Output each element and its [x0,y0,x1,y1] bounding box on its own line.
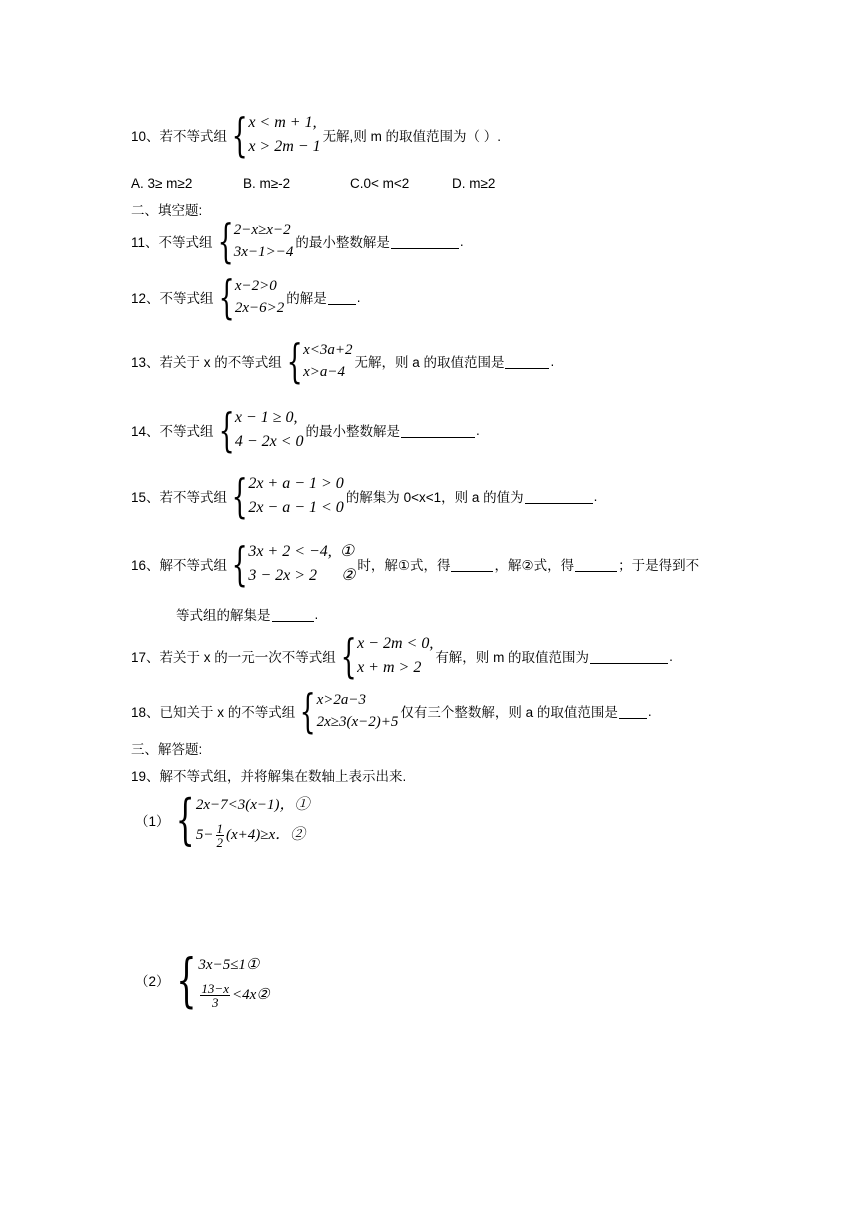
system-line-2: 2x − a − 1 < 0 [248,499,344,516]
q17-prefix: 17、若关于 x 的一元一次不等式组 [131,650,336,665]
q12-tail: 的解是 [286,291,327,306]
system-line-2 [196,820,310,850]
q14-tail: 的最小整数解是 [305,424,401,439]
answer-blank[interactable] [505,354,549,369]
fraction [200,982,230,1009]
brace-icon: { [299,684,316,738]
inequality-system [172,946,270,1014]
option-c: C.0< m<2 [350,176,410,191]
brace-icon: { [231,537,248,591]
system-line-2: 2x≥3(x−2)+5 [316,714,399,730]
system-line-1: 2x−7<3(x−1)，① [195,797,310,813]
period: . [669,648,673,664]
answer-blank-2[interactable] [575,557,617,572]
fraction-numerator: 1 [216,820,223,836]
answer-blank[interactable] [590,649,668,664]
q12-prefix: 12、不等式组 [131,291,214,306]
inequality-system [216,270,285,324]
section-heading-3: 三、解答题: [131,742,203,757]
system-line-1: 3x + 2 < −4, ① [248,543,355,560]
q15-tail: 的解集为 0<x<1，则 a 的值为 [345,490,524,505]
inequality-system [172,790,310,850]
system-line-1: x>2a−3 [316,692,366,708]
system-line-1: x − 2m < 0, [357,635,434,652]
q13-prefix: 13、若关于 x 的不等式组 [131,355,282,370]
system-line-2 [198,980,269,1010]
q10-options [131,176,495,191]
inequality-system [229,469,344,523]
question-17 [131,629,673,683]
system-line-1: x−2>0 [234,278,277,294]
brace-icon: { [217,214,234,268]
question-14 [131,403,480,457]
option-b: B. m≥-2 [243,176,291,191]
line-2-start: 5− [195,827,214,843]
q17-tail: 有解，则 m 的取值范围为 [435,650,590,665]
period: . [356,289,361,305]
option-d: D. m≥2 [452,176,496,191]
answer-blank[interactable] [328,290,356,305]
period: . [314,606,319,622]
period: . [476,422,480,438]
inequality-system [338,629,434,683]
fraction-denominator: 3 [211,994,219,1010]
system-line-2: 3 − 2x > 2 ② [248,567,356,584]
fraction-denominator: 2 [216,834,223,850]
q16-line2-text: 等式组的解集是 [176,608,271,623]
system-line-1: x < m + 1, [248,114,317,131]
brace-icon: { [286,334,303,388]
system-line-1: 2x + a − 1 > 0 [248,475,344,492]
period: . [459,233,464,249]
line-2-end: (x+4)≥x．② [226,827,306,843]
q16-text-1: 时，解①式，得 [357,558,451,573]
question-16 [131,537,700,591]
answer-blank[interactable] [619,704,647,719]
answer-blank-1[interactable] [451,557,493,572]
system-line-2: 3x−1>−4 [233,244,294,260]
brace-icon: { [231,469,248,523]
line-2-end: <4x② [231,987,270,1003]
q18-prefix: 18、已知关于 x 的不等式组 [131,705,296,720]
system-line-2: x>a−4 [303,364,345,380]
q10-tail: 无解,则 m 的取值范围为（ ）. [322,129,502,144]
question-19-title: 19、解不等式组，并将解集在数轴上表示出来. [131,769,407,784]
section-heading-2: 二、填空题: [131,203,203,218]
fraction-numerator: 13−x [201,980,229,996]
period: . [647,703,652,719]
inequality-system [215,214,294,268]
option-a: A. 3≥ m≥2 [131,176,193,191]
inequality-system [229,537,356,591]
answer-blank[interactable] [391,234,459,249]
question-15 [131,469,598,523]
q16-text-2: ，解②式，得 [494,558,575,573]
brace-icon: { [218,270,235,324]
q11-prefix: 11、不等式组 [131,235,213,250]
q16-prefix: 16、解不等式组 [131,558,228,573]
part-1-label: （1） [135,814,170,829]
question-10 [131,108,502,162]
answer-blank-3[interactable] [272,607,314,622]
fraction [216,822,225,849]
system-line-1: x − 1 ≥ 0, [234,409,298,426]
system-line-2: x > 2m − 1 [248,138,321,155]
q11-tail: 的最小整数解是 [295,235,390,250]
period: . [550,353,555,369]
question-16-line-2 [176,604,318,624]
brace-icon: { [231,108,248,162]
system-line-1: 3x−5≤1① [198,957,260,973]
brace-icon: { [175,946,197,1014]
q18-tail: 仅有三个整数解，则 a 的取值范围是 [400,705,618,720]
question-11 [131,214,464,268]
brace-icon: { [175,788,195,851]
q15-prefix: 15、若不等式组 [131,490,228,505]
question-13 [131,334,555,388]
system-line-2: 2x−6>2 [234,300,285,316]
inequality-system [297,684,399,738]
system-line-1: x<3a+2 [303,342,353,358]
question-12 [131,270,361,324]
answer-blank[interactable] [401,423,475,438]
question-19-part-1 [135,790,312,850]
answer-blank[interactable] [525,489,593,504]
q10-prefix: 10、若不等式组 [131,129,228,144]
question-18 [131,684,652,738]
inequality-system [216,403,304,457]
part-2-label: （2） [135,974,170,989]
question-19-part-2 [135,946,272,1014]
system-line-2: x + m > 2 [357,659,422,676]
inequality-system [284,334,353,388]
inequality-system [229,108,321,162]
q16-text-3: ；于是得到不 [618,558,700,573]
brace-icon: { [218,403,235,457]
system-line-1: 2−x≥x−2 [233,222,291,238]
system-line-2: 4 − 2x < 0 [234,433,304,450]
brace-icon: { [340,629,357,683]
q13-tail: 无解，则 a 的取值范围是 [354,355,505,370]
period: . [593,488,598,504]
q14-prefix: 14、不等式组 [131,424,214,439]
